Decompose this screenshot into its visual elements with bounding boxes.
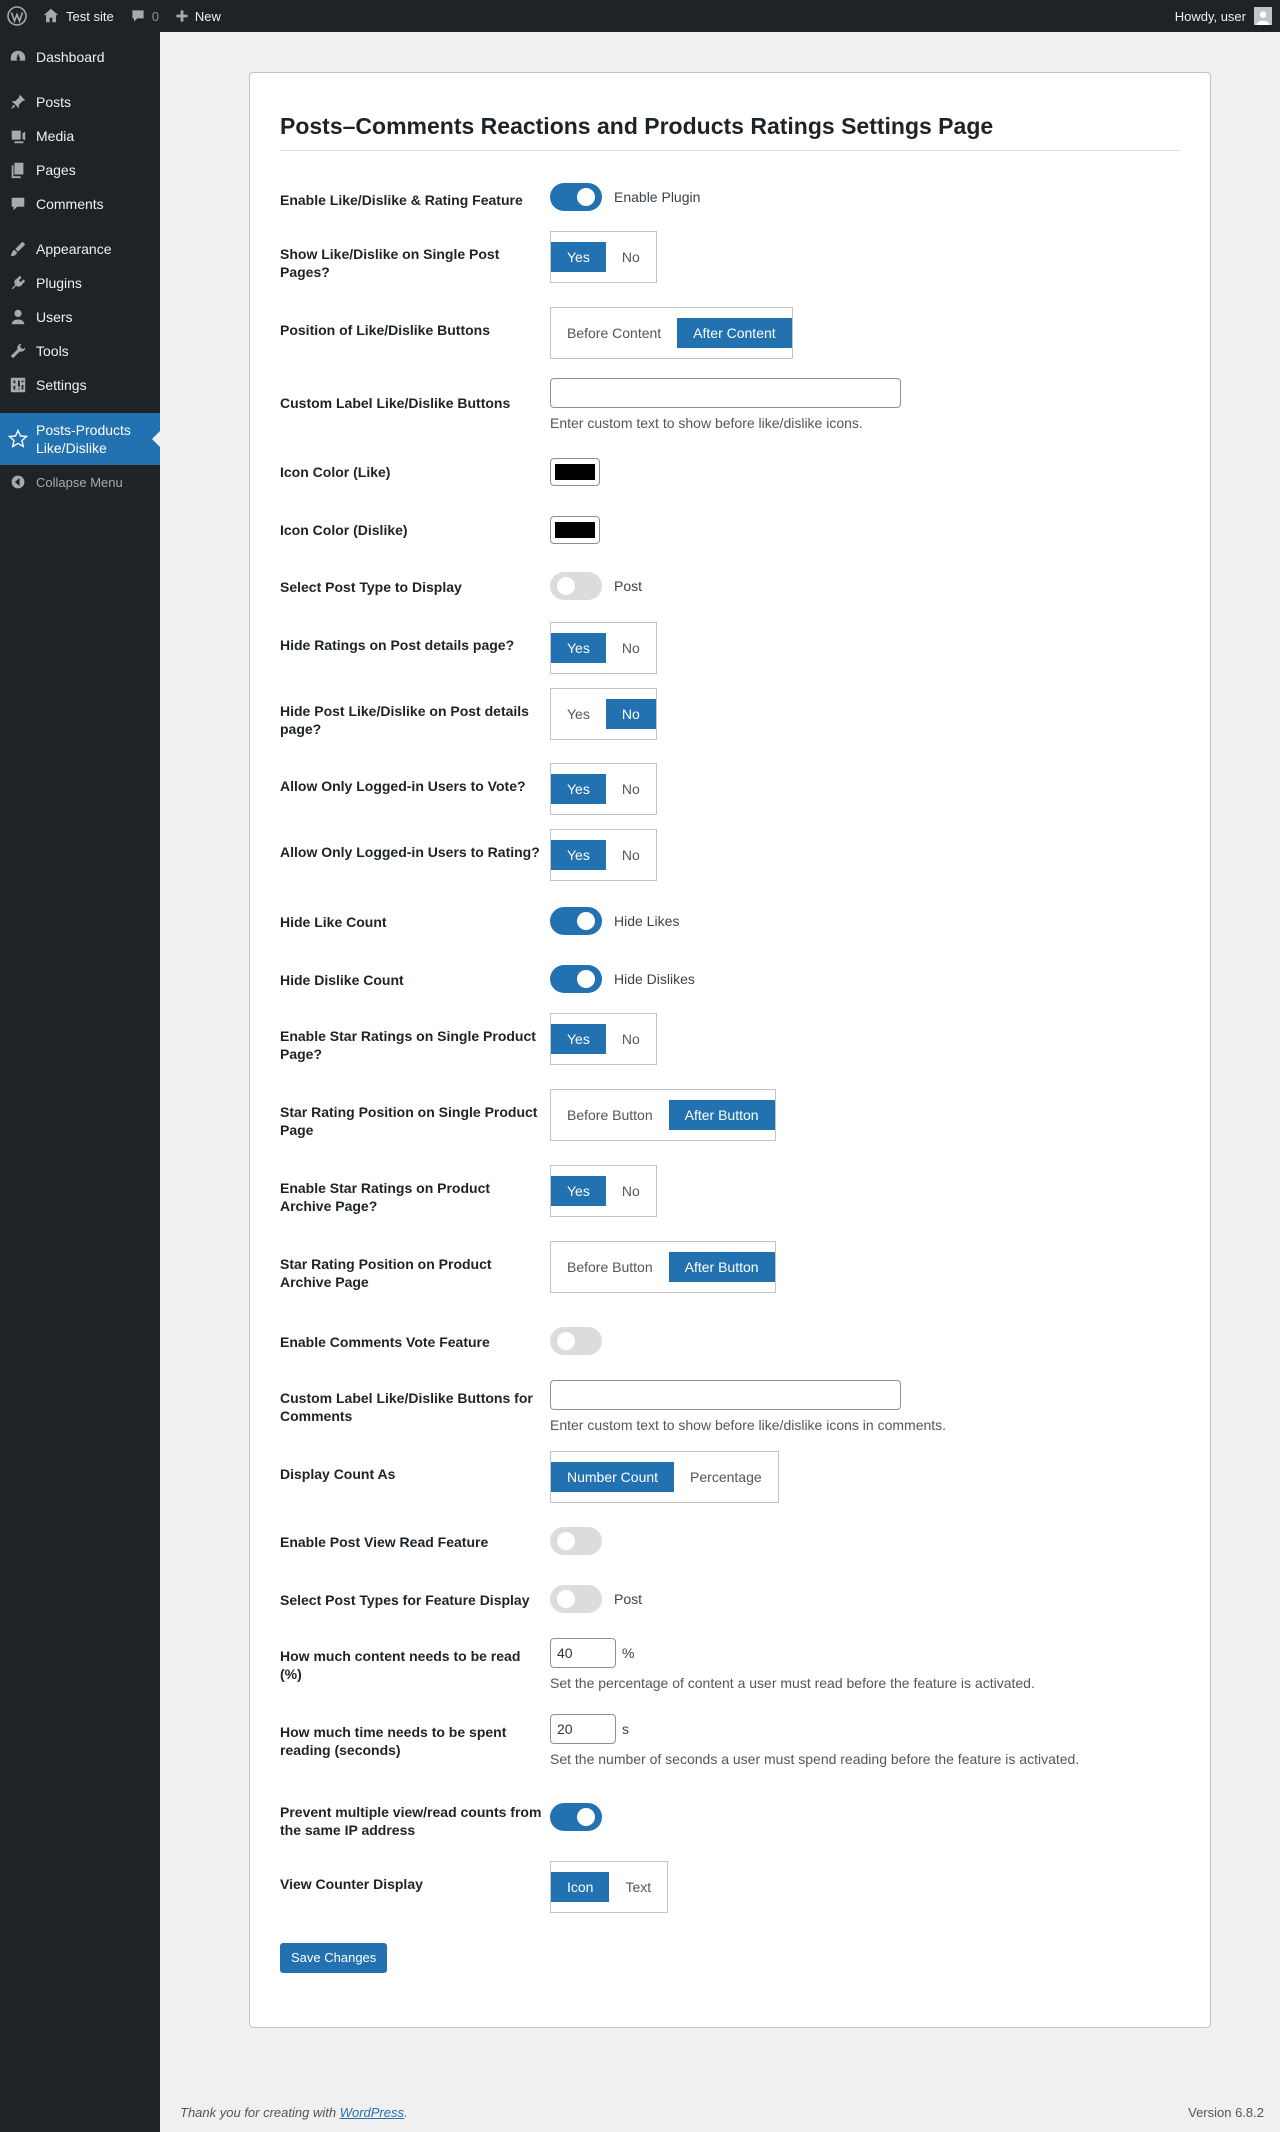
option-before-button[interactable]: Before Button [567, 1259, 653, 1275]
media-icon [9, 127, 27, 145]
wrench-icon [9, 342, 27, 360]
sidebar-item-label: Posts [36, 94, 72, 110]
read-percent-description: Set the percentage of content a user must read before the feature is activated. [550, 1675, 1035, 1691]
option-before-content[interactable]: Before Content [567, 325, 662, 341]
wordpress-link[interactable]: WordPress [339, 2105, 404, 2120]
save-changes-button[interactable]: Save Changes [280, 1943, 387, 1973]
setting-label: How much time needs to be spent reading (seconds) [280, 1724, 507, 1758]
option-yes[interactable]: Yes [551, 840, 606, 870]
sidebar-item-pages[interactable] [0, 153, 160, 187]
option-yes[interactable]: Yes [551, 1176, 606, 1206]
sidebar-item-plugins[interactable] [0, 266, 160, 300]
post-type-toggle[interactable] [550, 572, 642, 600]
like-color-picker[interactable] [550, 458, 600, 486]
custom-label-input[interactable] [550, 378, 901, 408]
toggle-text: Hide Dislikes [614, 971, 695, 987]
sidebar-item-posts[interactable] [0, 85, 160, 119]
setting-label: Star Rating Position on Single Product Page [280, 1104, 538, 1138]
toggle-switch[interactable] [550, 1803, 602, 1831]
show-single-segmented [550, 231, 657, 283]
color-swatch [555, 522, 595, 538]
read-percent-input[interactable]: 40 [550, 1638, 616, 1668]
setting-label: Enable Post View Read Feature [280, 1534, 489, 1550]
color-swatch [555, 464, 595, 480]
footer-thanks [180, 2105, 408, 2120]
option-after-button[interactable]: After Button [669, 1100, 775, 1130]
setting-label: Enable Star Ratings on Single Product Page? [280, 1028, 536, 1062]
setting-label: How much content needs to be read (%) [280, 1648, 521, 1682]
menu-separator [0, 402, 160, 413]
admin-sidebar [0, 32, 160, 2132]
option-icon[interactable]: Icon [551, 1872, 609, 1902]
setting-label: Position of Like/Dislike Buttons [280, 322, 491, 338]
position-segmented [550, 307, 793, 359]
star-icon [8, 429, 28, 449]
setting-label: Custom Label Like/Dislike Buttons for Comments [280, 1390, 533, 1424]
setting-label: Hide Dislike Count [280, 972, 404, 988]
site-name-link[interactable] [34, 0, 122, 32]
comment-icon [9, 195, 27, 213]
toggle-text: Post [614, 578, 643, 594]
pages-icon [9, 161, 27, 179]
plus-icon [175, 9, 189, 23]
dislike-color-picker[interactable] [550, 516, 600, 544]
sidebar-item-appearance[interactable] [0, 232, 160, 266]
star-pos-archive-segmented [550, 1241, 776, 1293]
option-no[interactable]: No [606, 699, 656, 729]
option-yes[interactable]: Yes [551, 633, 606, 663]
read-time-field-wrap [550, 1714, 1079, 1767]
option-yes[interactable]: Yes [551, 774, 606, 804]
custom-label-description: Enter custom text to show before like/dislike icons. [550, 415, 863, 431]
footer-thanks-suffix: . [404, 2105, 408, 2120]
option-percentage[interactable]: Percentage [690, 1469, 762, 1485]
setting-label: Custom Label Like/Dislike Buttons [280, 395, 511, 411]
site-name: Test site [66, 8, 114, 24]
sidebar-item-label: Tools [36, 343, 69, 359]
sidebar-item-label: Settings [36, 377, 87, 393]
sidebar-item-label: Pages [36, 162, 76, 178]
read-time-input[interactable]: 20 [550, 1714, 616, 1744]
setting-label: View Counter Display [280, 1876, 423, 1892]
feature-types-toggle[interactable] [550, 1585, 642, 1613]
view-counter-segmented [550, 1861, 668, 1913]
setting-label: Prevent multiple view/read counts from the same IP address [280, 1804, 542, 1838]
toggle-switch[interactable] [550, 1585, 602, 1613]
read-time-description: Set the number of seconds a user must spend reading before the feature is activated. [550, 1751, 1080, 1767]
pin-icon [9, 93, 27, 111]
new-label: New [194, 8, 221, 24]
brush-icon [9, 240, 27, 258]
admin-menu [0, 32, 160, 499]
option-before-button[interactable]: Before Button [567, 1107, 653, 1123]
user-icon [9, 308, 27, 326]
hide-likedislike-segmented [550, 688, 657, 740]
plug-icon [9, 274, 27, 292]
sidebar-item-label-line2: Like/Dislike [36, 440, 107, 456]
footer-thanks-prefix: Thank you for creating with [180, 2105, 340, 2120]
sidebar-item-label-line1: Posts-Products [36, 422, 131, 438]
option-number-count[interactable]: Number Count [551, 1462, 674, 1492]
comments-label-description: Enter custom text to show before like/dislike icons in comments. [550, 1417, 947, 1433]
sidebar-item-posts-products-like-dislike[interactable] [0, 413, 160, 465]
howdy-text: Howdy, user [1174, 8, 1246, 24]
settings-card [249, 72, 1211, 2028]
setting-label: Select Post Types for Feature Display [280, 1592, 530, 1608]
avatar [1254, 7, 1272, 25]
option-no[interactable]: No [621, 640, 640, 656]
toggle-text: Post [614, 1591, 643, 1607]
sidebar-item-label: Comments [36, 196, 104, 212]
setting-label: Select Post Type to Display [280, 579, 462, 595]
settings-icon [9, 376, 27, 394]
collapse-arrow-icon [10, 474, 26, 490]
option-no[interactable]: No [621, 847, 640, 863]
sidebar-item-label [36, 421, 131, 457]
toggle-switch[interactable] [550, 907, 602, 935]
wordpress-logo-icon[interactable] [0, 0, 34, 32]
sidebar-item-label: Appearance [36, 241, 112, 257]
sidebar-item-media[interactable] [0, 119, 160, 153]
hide-like-count-toggle[interactable] [550, 907, 679, 935]
hide-ratings-segmented [550, 622, 657, 674]
star-single-segmented [550, 1013, 657, 1065]
option-no[interactable]: No [621, 1031, 640, 1047]
option-no[interactable]: No [621, 1183, 640, 1199]
toggle-switch[interactable] [550, 1327, 602, 1355]
seconds-unit: s [622, 1721, 629, 1737]
setting-label: Enable Comments Vote Feature [280, 1334, 490, 1350]
page-title: Posts–Comments Reactions and Products Ratings Settings Page [280, 113, 1180, 151]
star-archive-segmented [550, 1165, 657, 1217]
option-no[interactable]: No [621, 249, 640, 265]
sidebar-item-label: Media [36, 128, 75, 144]
toggle-text: Hide Likes [614, 913, 680, 929]
menu-separator [0, 74, 160, 85]
toggle-text: Enable Plugin [614, 189, 701, 205]
setting-label: Star Rating Position on Product Archive Page [280, 1256, 492, 1290]
toggle-switch[interactable] [550, 965, 602, 993]
setting-label: Icon Color (Dislike) [280, 522, 408, 538]
setting-label: Hide Post Like/Dislike on Post details page? [280, 703, 529, 737]
setting-label: Display Count As [280, 1466, 396, 1482]
comments-count: 0 [151, 8, 159, 24]
my-account[interactable] [1167, 0, 1280, 32]
sidebar-item-comments[interactable] [0, 187, 160, 221]
option-text[interactable]: Text [625, 1879, 652, 1895]
hide-dislike-count-toggle[interactable] [550, 965, 695, 993]
sidebar-item-label: Plugins [36, 275, 82, 291]
footer-version: Version 6.8.2 [1188, 2105, 1264, 2120]
display-count-segmented [550, 1451, 779, 1503]
collapse-menu-button[interactable] [0, 465, 160, 499]
sidebar-item-label: Users [36, 309, 73, 325]
sidebar-item-dashboard[interactable] [0, 40, 160, 74]
post-view-toggle[interactable] [550, 1527, 614, 1555]
toggle-switch[interactable] [550, 183, 602, 211]
enable-plugin-toggle[interactable] [550, 183, 700, 211]
collapse-menu-label: Collapse Menu [36, 474, 123, 490]
dashboard-icon [9, 48, 27, 66]
comment-bubble-icon [130, 8, 146, 24]
sidebar-item-tools[interactable] [0, 334, 160, 368]
logged-rating-segmented [550, 829, 657, 881]
setting-label: Show Like/Dislike on Single Post Pages? [280, 246, 500, 280]
percent-unit: % [622, 1645, 635, 1661]
setting-label: Enable Like/Dislike & Rating Feature [280, 192, 523, 208]
comments-label-field-wrap [550, 1380, 946, 1433]
option-no[interactable]: No [621, 781, 640, 797]
sidebar-item-label: Dashboard [36, 49, 105, 65]
prevent-ip-toggle[interactable] [550, 1803, 614, 1831]
option-yes[interactable]: Yes [551, 242, 606, 272]
admin-bar [0, 0, 1280, 32]
home-icon [42, 7, 60, 25]
comments-link[interactable] [122, 0, 167, 32]
logged-vote-segmented [550, 763, 657, 815]
sidebar-item-users[interactable] [0, 300, 160, 334]
comments-vote-toggle[interactable] [550, 1327, 614, 1355]
menu-separator [0, 221, 160, 232]
star-pos-single-segmented [550, 1089, 776, 1141]
option-after-content[interactable]: After Content [677, 318, 792, 348]
sidebar-item-settings[interactable] [0, 368, 160, 402]
option-yes[interactable]: Yes [551, 1024, 606, 1054]
toggle-switch[interactable] [550, 572, 602, 600]
setting-label: Allow Only Logged-in Users to Vote? [280, 778, 526, 794]
read-percent-field-wrap [550, 1638, 1035, 1691]
new-content-link[interactable] [167, 0, 229, 32]
option-yes[interactable]: Yes [567, 706, 590, 722]
user-avatar-icon [1255, 9, 1271, 25]
setting-label: Hide Ratings on Post details page? [280, 637, 515, 653]
setting-label: Enable Star Ratings on Product Archive Page? [280, 1180, 491, 1214]
option-after-button[interactable]: After Button [669, 1252, 775, 1282]
setting-label: Hide Like Count [280, 914, 387, 930]
comments-label-input[interactable] [550, 1380, 901, 1410]
setting-label: Allow Only Logged-in Users to Rating? [280, 844, 540, 860]
custom-label-field-wrap [550, 378, 901, 431]
setting-label: Icon Color (Like) [280, 464, 391, 480]
toggle-switch[interactable] [550, 1527, 602, 1555]
